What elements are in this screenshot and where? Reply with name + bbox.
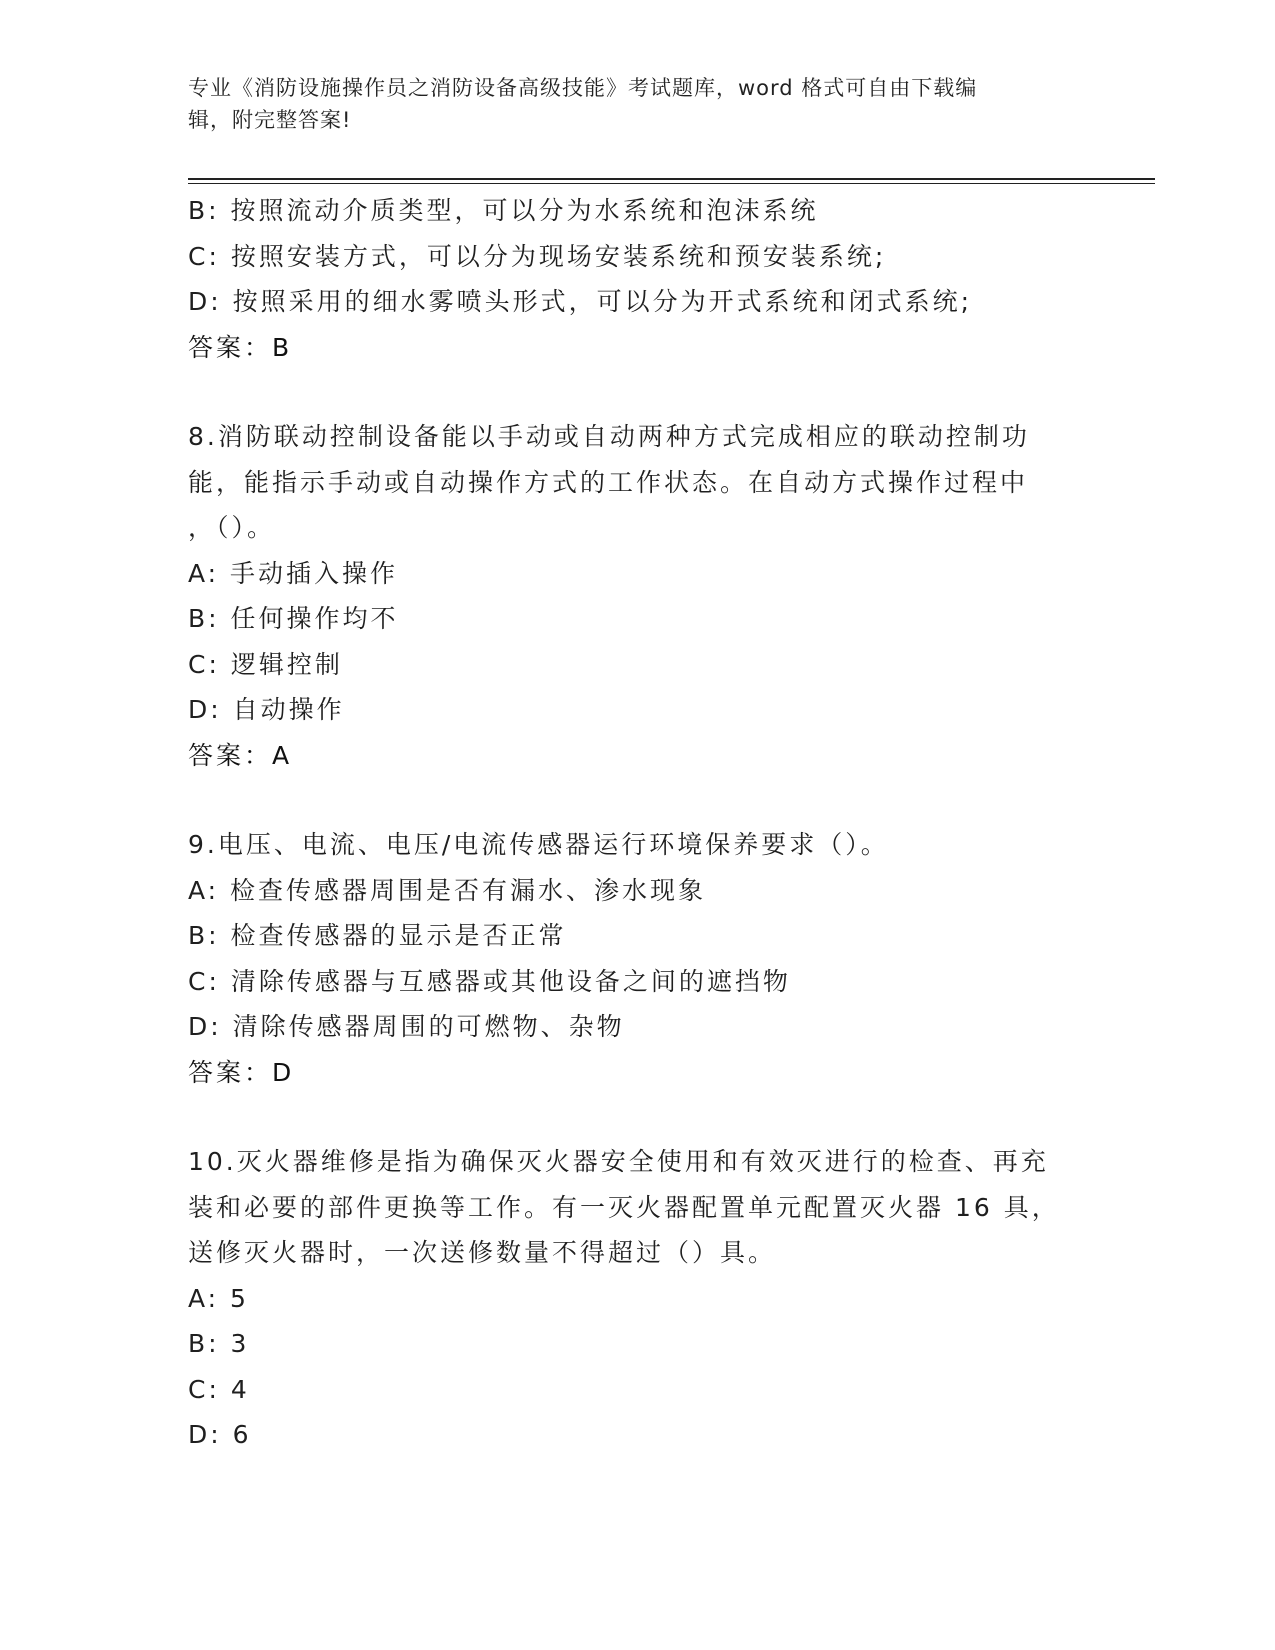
q9-option-c: C: 清除传感器与互感器或其他设备之间的遮挡物 xyxy=(188,966,791,996)
q9-answer: 答案：D xyxy=(188,1057,295,1087)
question-gap xyxy=(188,1095,1088,1139)
q8-text-line-3: ，（）。 xyxy=(188,513,276,542)
q8-text-line-1: 8.消防联动控制设备能以手动或自动两种方式完成相应的联动控制功 xyxy=(188,422,1030,451)
q7-option-c: C: 按照安装方式，可以分为现场安装系统和预安装系统; xyxy=(188,241,887,271)
q9-option-d: D: 清除传感器周围的可燃物、杂物 xyxy=(188,1012,625,1041)
q7-option-b: B: 按照流动介质类型，可以分为水系统和泡沫系统 xyxy=(188,196,819,225)
q10-option-b: B: 3 xyxy=(188,1329,250,1358)
q8-text-line-2: 能，能指示手动或自动操作方式的工作状态。在自动方式操作过程中 xyxy=(188,467,1029,497)
q8-option-c: C: 逻辑控制 xyxy=(188,649,343,679)
question-list xyxy=(188,188,1088,1458)
q10-option-c: C: 4 xyxy=(188,1374,250,1404)
q10-option-a: A: 5 xyxy=(188,1283,249,1313)
question-10 xyxy=(188,1139,1088,1458)
document-header xyxy=(188,72,1068,136)
q10-text-line-3: 送修灭火器时，一次送修数量不得超过（）具。 xyxy=(188,1238,777,1267)
header-line-2: 辑，附完整答案! xyxy=(188,108,352,132)
header-rule-thick xyxy=(188,178,1155,180)
q10-option-d: D: 6 xyxy=(188,1420,252,1449)
question-8 xyxy=(188,414,1088,778)
q7-option-d: D: 按照采用的细水雾喷头形式，可以分为开式系统和闭式系统; xyxy=(188,287,973,316)
q9-option-a: A: 检查传感器周围是否有漏水、渗水现象 xyxy=(188,875,707,905)
q9-text-line-1: 9.电压、电流、电压/电流传感器运行环境保养要求（）。 xyxy=(188,830,889,859)
header-line-1: 专业《消防设施操作员之消防设备高级技能》考试题库，word 格式可自由下载编 xyxy=(188,76,978,100)
q10-text-line-1: 10.灭火器维修是指为确保灭火器安全使用和有效灭进行的检查、再充 xyxy=(188,1147,1049,1176)
header-rule-thin xyxy=(188,183,1155,184)
question-7-tail xyxy=(188,188,1088,370)
q7-answer: 答案：B xyxy=(188,332,293,362)
question-gap xyxy=(188,778,1088,822)
q8-answer: 答案：A xyxy=(188,740,293,770)
q8-option-b: B: 任何操作均不 xyxy=(188,604,399,633)
question-gap xyxy=(188,370,1088,414)
q9-option-b: B: 检查传感器的显示是否正常 xyxy=(188,921,567,950)
question-9 xyxy=(188,822,1088,1095)
q10-text-line-2: 装和必要的部件更换等工作。有一灭火器配置单元配置灭火器 16 具， xyxy=(188,1192,1060,1222)
q8-option-d: D: 自动操作 xyxy=(188,695,345,724)
q8-option-a: A: 手动插入操作 xyxy=(188,558,399,588)
